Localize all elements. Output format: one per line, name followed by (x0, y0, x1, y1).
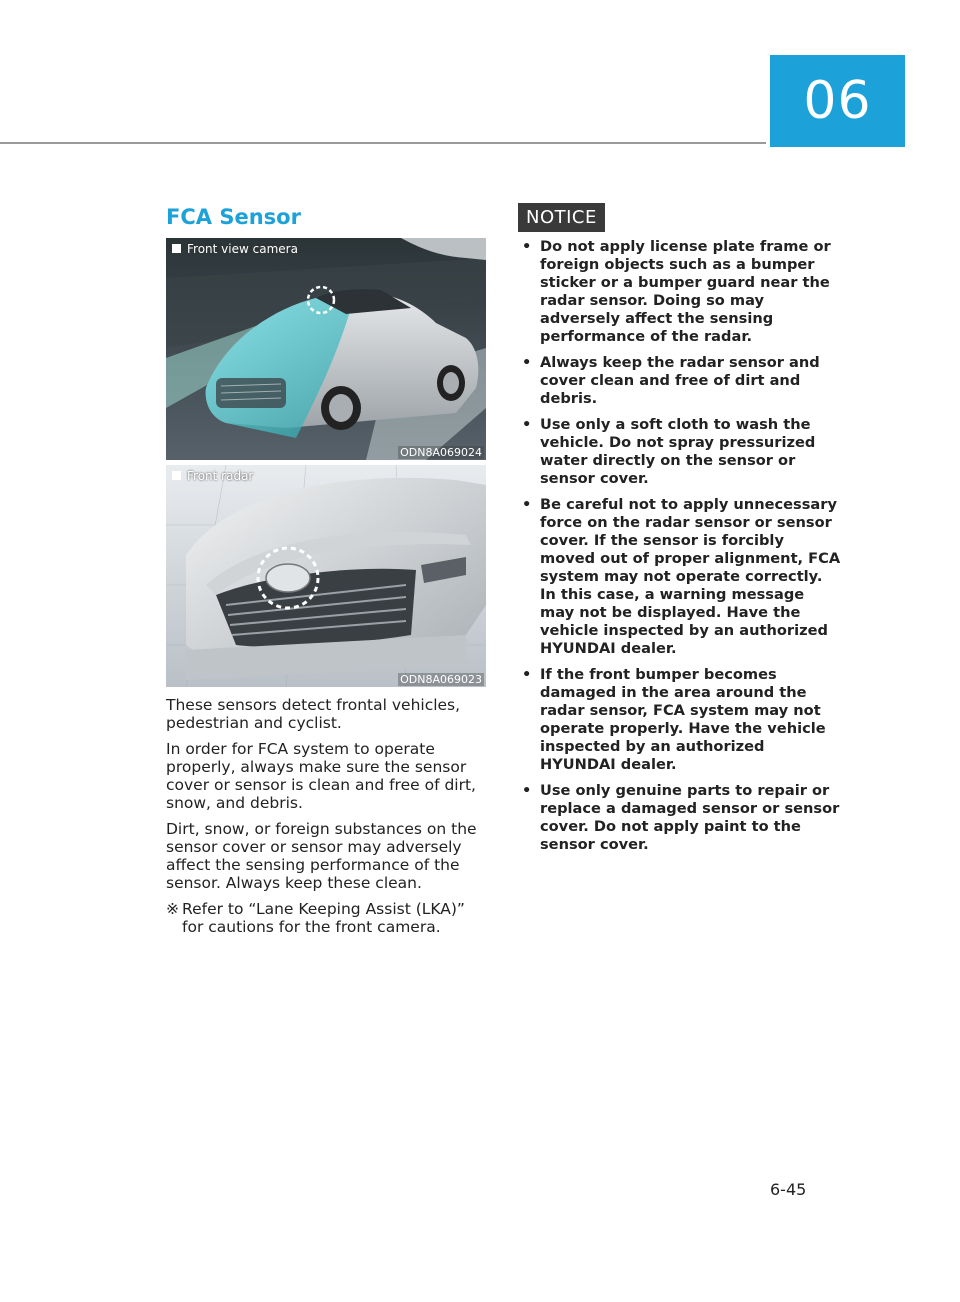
front-radar-illustration (166, 465, 486, 687)
notice-item-text: Always keep the radar sensor and cover clean and free of dirt and debris. (540, 354, 820, 407)
notice-item-text: Do not apply license plate frame or foreign objects such as a bumper sticker or a bumper guard near the radar sensor. Doing so may adversely affect the sensing performance of the radar. (540, 238, 831, 345)
figure-label (172, 469, 253, 483)
section-title: FCA Sensor (166, 205, 301, 229)
figure-front-camera (166, 238, 486, 460)
reference-mark: ※ (166, 900, 179, 918)
notice-item (518, 416, 843, 488)
notice-item (518, 354, 843, 408)
front-camera-illustration (166, 238, 486, 460)
notice-item-text: If the front bumper becomes damaged in the area around the radar sensor, FCA system may not operate properly. Have the vehicle inspected by an authorized HYUNDAI dealer. (540, 666, 826, 773)
figure-front-radar (166, 465, 486, 687)
figure-label (172, 242, 298, 256)
notice-item (518, 238, 843, 346)
bullet: • (522, 416, 532, 433)
notice-badge: NOTICE (518, 203, 605, 232)
bullet: • (522, 496, 532, 513)
paragraph: In order for FCA system to operate properly, always make sure the sensor cover or sensor is clean and free of dirt, snow, and debris. (166, 740, 476, 812)
bullet: • (522, 666, 532, 683)
paragraph: These sensors detect frontal vehicles, pedestrian and cyclist. (166, 696, 461, 732)
reference-note-text: Refer to “Lane Keeping Assist (LKA)” for cautions for the front camera. (182, 900, 465, 936)
notice-item-text: Be careful not to apply unnecessary force on the radar sensor or sensor cover. If the sensor is forcibly moved out of proper alignment, FCA system may not operate correctly. In this case, a warning message may not be displayed. Have the vehicle inspected by an authorized HYUNDAI dealer. (540, 496, 841, 657)
bullet: • (522, 238, 532, 255)
label-square-icon (172, 471, 181, 480)
reference-note (166, 900, 486, 936)
paragraph: Dirt, snow, or foreign substances on the sensor cover or sensor may adversely affect the sensing performance of the sensor. Always keep these clean. (166, 820, 477, 892)
header-rule (0, 142, 766, 144)
page-number: 6-45 (770, 1180, 807, 1199)
bullet: • (522, 354, 532, 371)
notice-item (518, 666, 843, 774)
notice-list (518, 238, 843, 862)
notice-item-text: Use only genuine parts to repair or replace a damaged sensor or sensor cover. Do not apply paint to the sensor cover. (540, 782, 840, 853)
body-text (166, 696, 486, 936)
notice-item-text: Use only a soft cloth to wash the vehicle. Do not spray pressurized water directly on the sensor or sensor cover. (540, 416, 816, 487)
figure-code: ODN8A069024 (400, 446, 482, 459)
figure-label-text: Front view camera (187, 242, 298, 256)
bullet: • (522, 782, 532, 799)
notice-item (518, 782, 843, 854)
notice-item (518, 496, 843, 658)
chapter-tab: 06 (770, 55, 905, 147)
label-square-icon (172, 244, 181, 253)
figure-code: ODN8A069023 (400, 673, 482, 686)
figure-label-text: Front radar (187, 469, 254, 483)
